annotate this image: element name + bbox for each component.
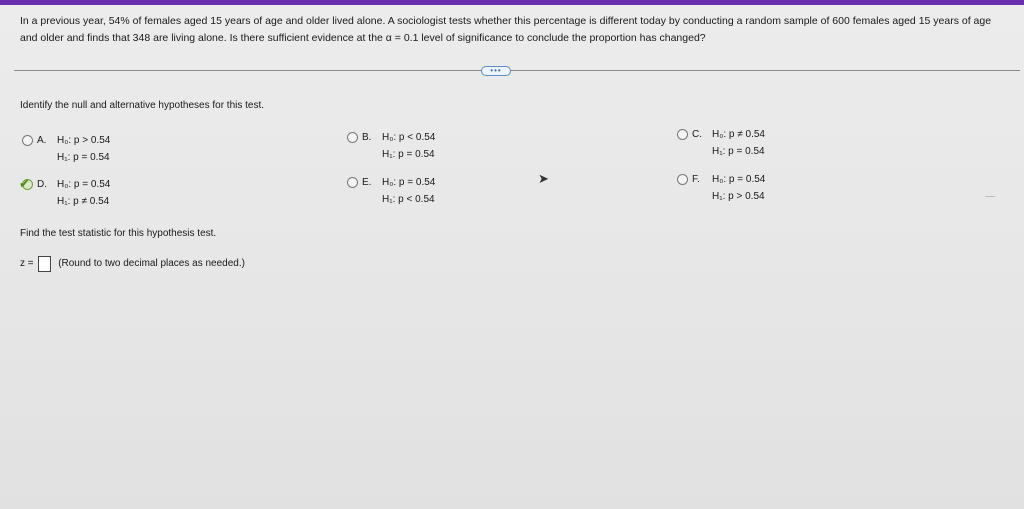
option-f-letter: F. — [692, 174, 700, 185]
option-c-h0: H₀: p ≠ 0.54 — [712, 129, 765, 140]
option-f-h0: H₀: p = 0.54 — [712, 174, 766, 185]
mouse-cursor-icon: ➤ — [538, 171, 549, 186]
radio-f[interactable] — [677, 174, 688, 185]
option-d-h0: H₀: p = 0.54 — [57, 179, 111, 190]
section-divider — [14, 70, 1020, 71]
option-b-h0: H₀: p < 0.54 — [382, 132, 436, 143]
z-label: z = — [20, 258, 34, 269]
expand-more-button[interactable]: ••• — [481, 66, 511, 76]
option-d-h1: H₁: p ≠ 0.54 — [57, 196, 110, 207]
option-c-letter: C. — [692, 129, 702, 140]
option-a-h1: H₁: p = 0.54 — [57, 152, 110, 163]
z-answer-input[interactable] — [38, 256, 51, 272]
option-b-letter: B. — [362, 132, 372, 143]
radio-b[interactable] — [347, 132, 358, 143]
option-a-h0: H₀: p > 0.54 — [57, 135, 111, 146]
hypotheses-prompt: Identify the null and alternative hypotheses for this test. — [20, 100, 265, 111]
question-text: In a previous year, 54% of females aged 15 years of age and older lived alone. A sociologist tests whether this percentage is different today by conducting a random sample of 600 females aged 15 years of age and older and finds that 348 are living alone. Is there sufficient evidence at the α = 0.1 level of significance to conclude the proportion has changed? — [20, 15, 992, 44]
stray-mark — [985, 196, 995, 197]
rounding-hint: (Round to two decimal places as needed.) — [58, 258, 245, 269]
radio-e[interactable] — [347, 177, 358, 188]
test-statistic-prompt: Find the test statistic for this hypothesis test. — [20, 228, 217, 239]
option-f-h1: H₁: p > 0.54 — [712, 191, 765, 202]
option-e-letter: E. — [362, 177, 372, 188]
radio-a[interactable] — [22, 135, 33, 146]
answer-row — [20, 256, 245, 272]
option-d-letter: D. — [37, 179, 47, 190]
option-c-h1: H₁: p = 0.54 — [712, 146, 765, 157]
option-e-h0: H₀: p = 0.54 — [382, 177, 436, 188]
option-e-h1: H₁: p < 0.54 — [382, 194, 435, 205]
check-icon: ✔ — [19, 176, 30, 191]
top-accent-bar — [0, 0, 1024, 5]
option-b-h1: H₁: p = 0.54 — [382, 149, 435, 160]
radio-c[interactable] — [677, 129, 688, 140]
option-a-letter: A. — [37, 135, 47, 146]
